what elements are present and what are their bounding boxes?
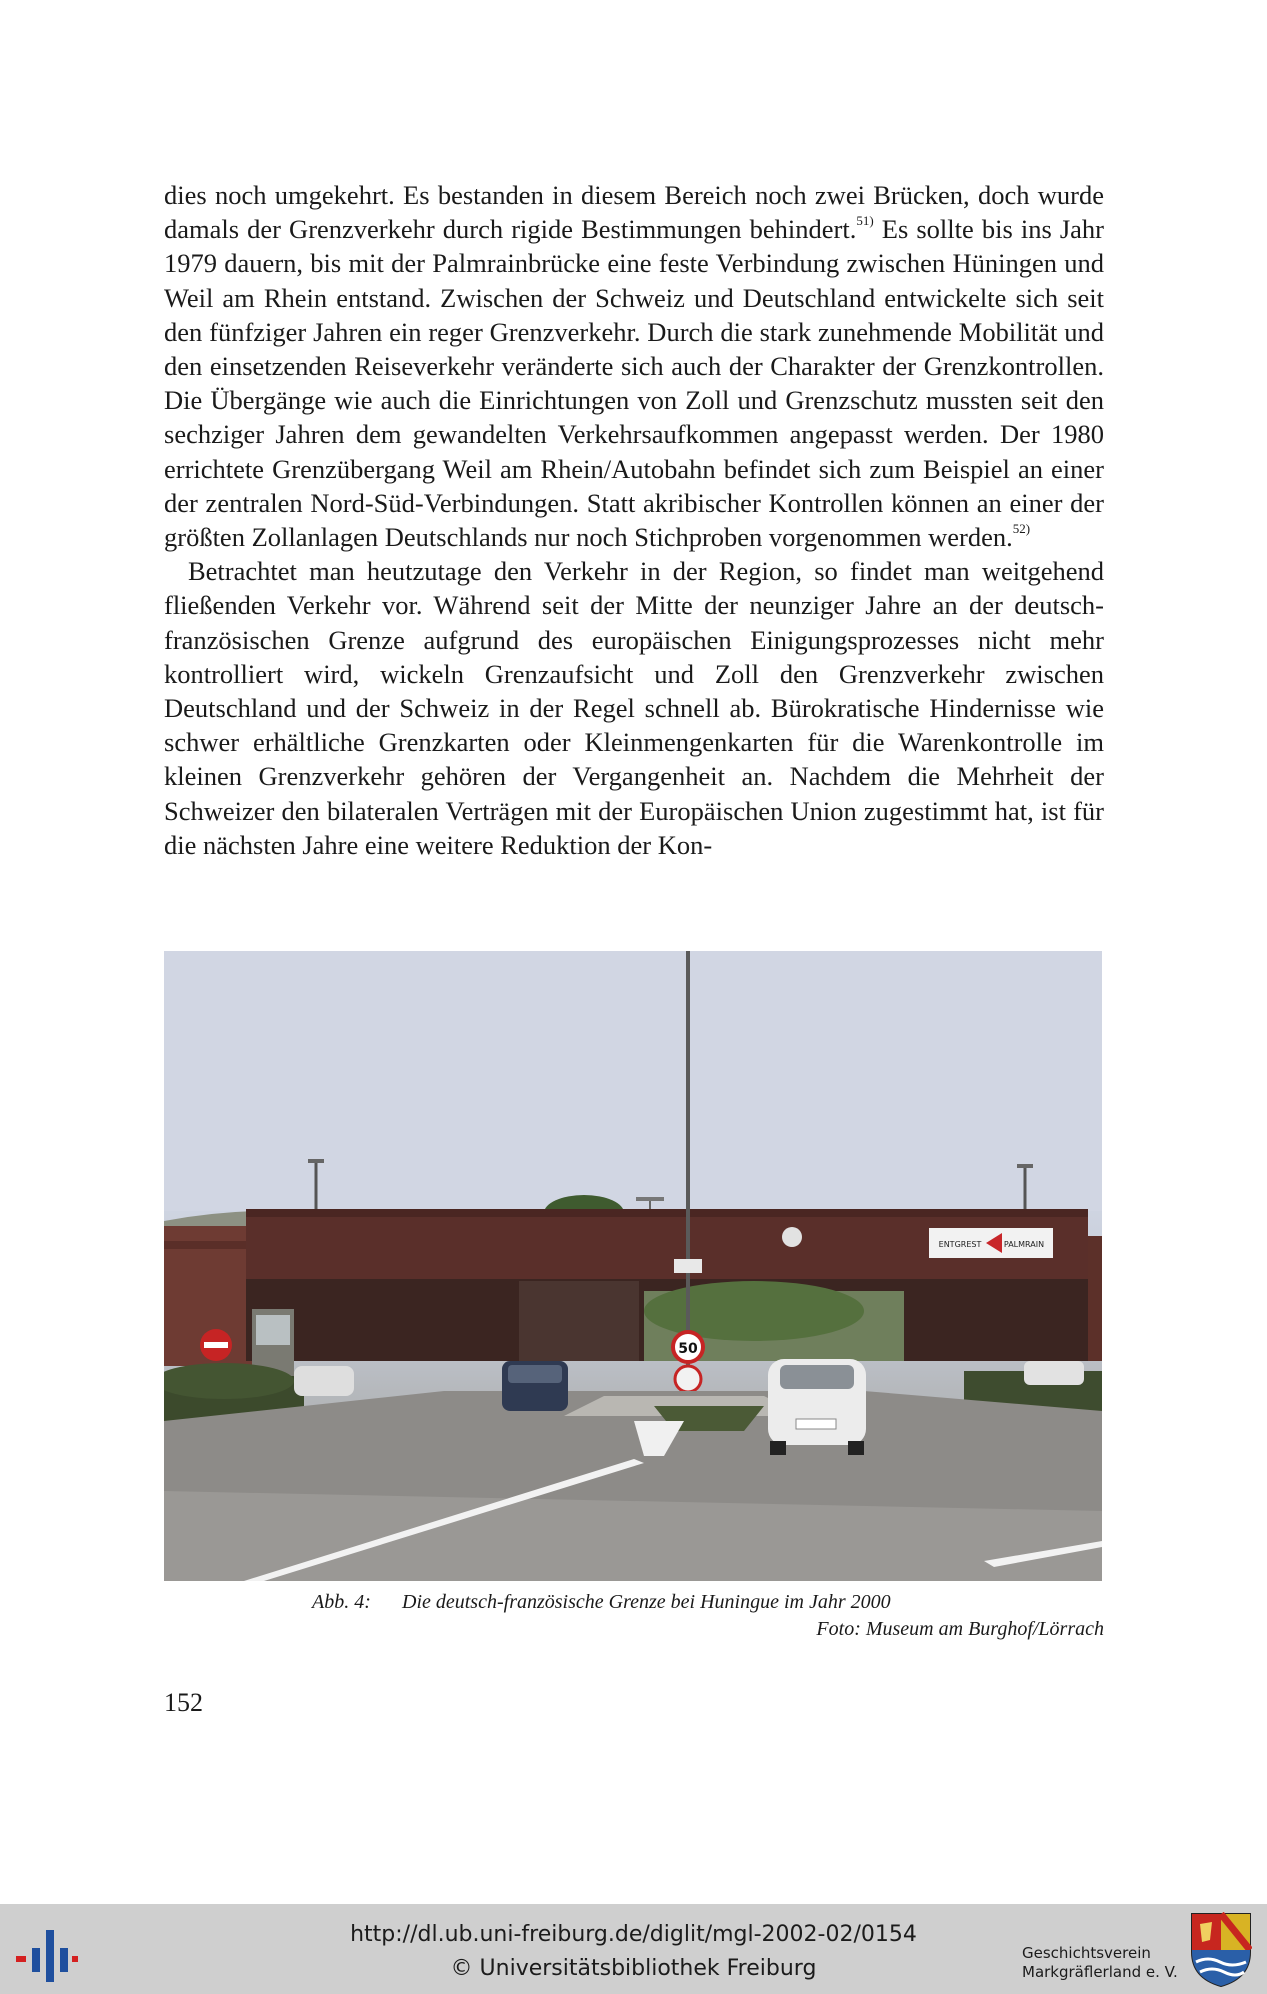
copyright-text: © Universitätsbibliothek Freiburg	[450, 1956, 817, 1981]
sign-text-left: ENTGREST	[938, 1240, 982, 1249]
figure-caption	[164, 1589, 1104, 1643]
footer-bar	[0, 1904, 1267, 1994]
speed-limit-text: 50	[678, 1341, 698, 1357]
footnote-52: 52)	[1012, 521, 1031, 537]
paragraph-1-part-2: Es sollte bis ins Jahr 1979 dauern, bis mit der Palmrainbrücke eine feste Verbindung zwischen Hüningen und Weil am Rhein entstand. Zwischen der Schweiz und Deutschland entwickelte sich seit den fünfziger Jahren ein reger Grenzverkehr. Durch die stark zunehmende Mobilität und den einsetzenden Reiseverkehr veränderte sich auch der Charakter der Grenzkontrollen. Die Übergänge wie auch die Einrichtungen von Zoll und Grenzschutz mussten seit den sechziger Jahren dem gewandelten Verkehrsaufkommen angepasst werden. Der 1980 errichtete Grenzübergang Weil am Rhein/Autobahn befindet sich zum Beispiel an einer der zentralen Nord-Süd-Verbindungen. Statt akribischer Kontrollen können an einer der größten Zollanlagen Deutschlands nur noch Stichproben vorgenommen werden.	[164, 214, 1104, 553]
caption-line	[164, 1589, 1104, 1616]
sign-text-right: PALMRAIN	[1003, 1240, 1045, 1249]
page-number: 152	[164, 1688, 203, 1717]
photo-credit: Foto: Museum am Burghof/Lörrach	[816, 1618, 1104, 1640]
footnote-51: 51)	[856, 213, 874, 229]
page-body	[164, 178, 1104, 862]
caption-text: Die deutsch-französische Grenze bei Huningue im Jahr 2000	[402, 1591, 891, 1613]
document-url[interactable]: http://dl.ub.uni-freiburg.de/diglit/mgl-2002-02/0154	[350, 1922, 917, 1947]
org-line-2: Markgräflerland e. V.	[1022, 1963, 1178, 1981]
org-line-1: Geschichtsverein	[1022, 1944, 1151, 1962]
paragraph-1-part-1: dies noch umgekehrt. Es bestanden in diesem Bereich noch zwei Brücken, doch wurde damals der Grenzverkehr durch rigide Bestimmungen behindert.	[164, 180, 1104, 245]
coat-of-arms-icon	[1190, 1912, 1252, 1988]
organization-name	[1022, 1944, 1182, 1982]
paragraph-1	[164, 178, 1104, 554]
border-photo	[164, 951, 1102, 1581]
paragraph-2: Betrachtet man heutzutage den Verkehr in der Region, so findet man weitgehend fließenden Verkehr vor. Während seit der Mitte der neunziger Jahre an der deutsch-französischen Grenze aufgrund des europäischen Einigungsprozesses nicht mehr kontrolliert wird, wickeln Grenzaufsicht und Zoll den Grenzverkehr zwischen Deutschland und der Schweiz in der Regel schnell ab. Bürokratische Hindernisse wie schwer erhältliche Grenzkarten oder Kleinmengenkarten für die Warenkontrolle im kleinen Grenzverkehr gehören der Vergangenheit an. Nachdem die Mehrheit der Schweizer den bilateralen Verträgen mit der Europäischen Union zugestimmt hat, ist für die nächsten Jahre eine weitere Reduktion der Kon-	[164, 556, 1104, 860]
caption-label: Abb. 4:	[312, 1591, 371, 1613]
